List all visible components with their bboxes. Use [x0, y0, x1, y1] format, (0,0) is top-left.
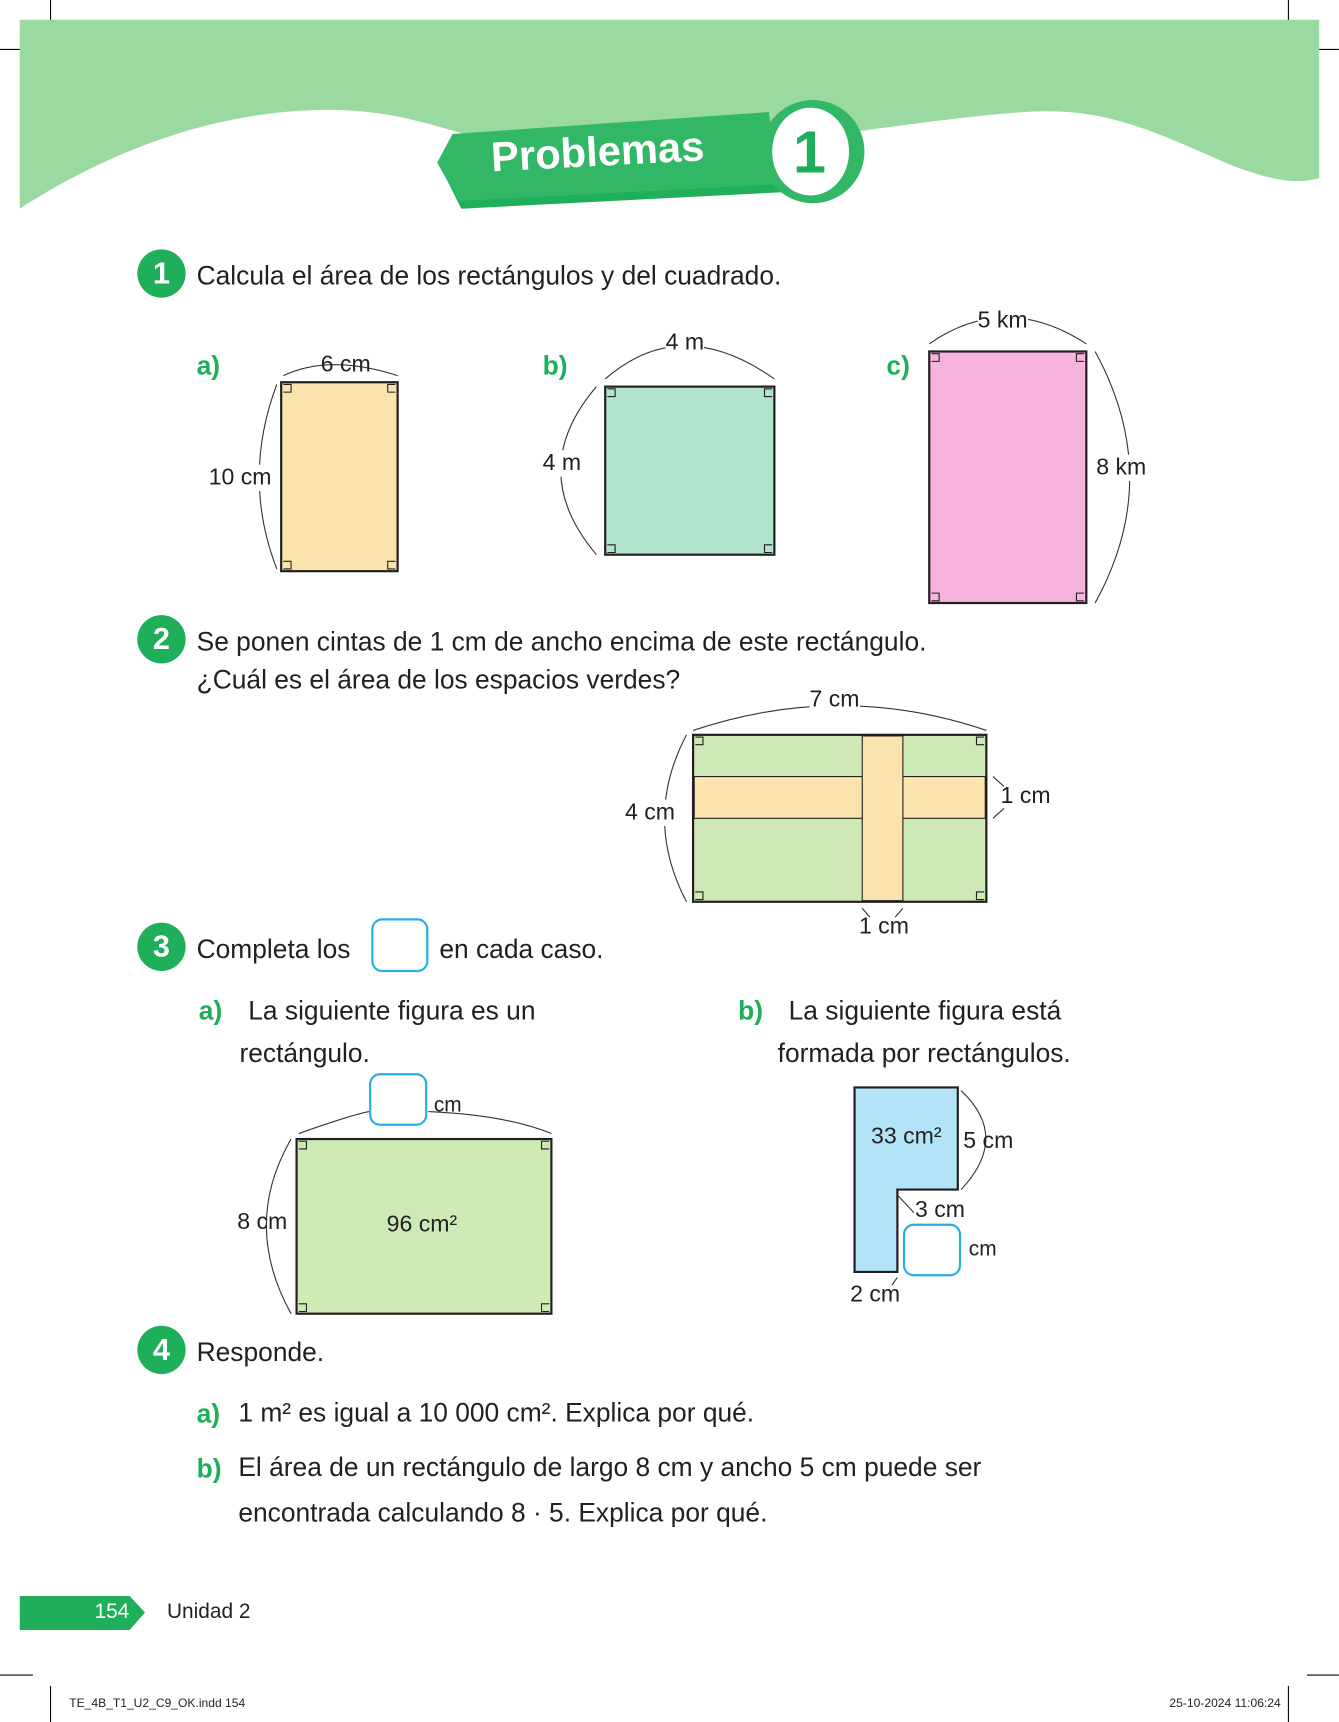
unit-label: Unidad 2 — [166, 1600, 251, 1624]
q3-b-line1: La siguiente figura está — [788, 996, 1062, 1026]
q2-band-h: 1 cm — [1000, 783, 1051, 809]
q3-b-notch: 3 cm — [914, 1197, 965, 1223]
question-3-pre: Completa los — [196, 934, 351, 965]
q3-a-line2: rectángulo. — [239, 1039, 370, 1069]
q3-a-answer-box[interactable] — [369, 1073, 427, 1126]
q1-b-label: b) — [542, 351, 568, 382]
q1-c-label: c) — [886, 351, 910, 382]
q3-a-line1: La siguiente figura es un — [248, 996, 536, 1026]
q1-a-side: 10 cm — [208, 464, 272, 490]
question-4-text: Responde. — [196, 1337, 325, 1368]
q3-b-bottom: 2 cm — [850, 1281, 901, 1308]
header-number: 1 — [793, 119, 827, 186]
q1-b-top: 4 m — [665, 329, 705, 355]
q1-c-side: 8 km — [1096, 454, 1147, 481]
q4-b-label: b) — [196, 1454, 222, 1484]
q2-band-v: 1 cm — [858, 913, 909, 940]
q3-b-side: 5 cm — [963, 1128, 1014, 1154]
q1-a-top: 6 cm — [320, 351, 371, 377]
question-1-badge: 1 — [137, 249, 185, 297]
q4-a-label: a) — [196, 1399, 221, 1430]
q3-a-area: 96 cm² — [386, 1211, 458, 1237]
page-number: 154 — [94, 1600, 130, 1624]
question-2-line2: ¿Cuál es el área de los espacios verdes? — [196, 665, 681, 696]
answer-box-sample — [371, 918, 428, 972]
q1-c-top: 5 km — [977, 307, 1028, 333]
q4-a-text: 1 m² es igual a 10 000 cm². Explica por qué. — [238, 1398, 755, 1428]
q4-b-line2: encontrada calculando 8 · 5. Explica por qué. — [238, 1498, 768, 1528]
q2-width: 7 cm — [809, 686, 860, 712]
square-b — [605, 387, 774, 555]
q3-a-label: a) — [198, 996, 223, 1026]
q3-b-answer-box[interactable] — [903, 1224, 961, 1277]
question-2-line1: Se ponen cintas de 1 cm de ancho encima de este rectángulo. — [196, 627, 927, 657]
header-title: Problemas — [489, 124, 706, 182]
question-3-badge: 3 — [137, 923, 185, 971]
print-date: 25-10-2024 11:06:24 — [1169, 1697, 1281, 1711]
q3-a-unit: cm — [433, 1094, 462, 1118]
rectangle-c — [929, 351, 1086, 603]
q3-b-label: b) — [738, 996, 764, 1026]
q2-height: 4 cm — [624, 799, 675, 825]
rectangle-a — [281, 382, 397, 571]
q1-a-label: a) — [196, 351, 221, 382]
question-2-badge: 2 — [137, 615, 185, 663]
q3-b-line2: formada por rectángulos. — [777, 1039, 1071, 1069]
file-name: TE_4B_T1_U2_C9_OK.indd 154 — [69, 1697, 246, 1711]
q1-b-side: 4 m — [542, 450, 582, 476]
question-4-badge: 4 — [137, 1326, 185, 1374]
q3-b-area: 33 cm² — [871, 1123, 942, 1149]
ribbon-rectangle — [693, 735, 986, 902]
question-3-post: en cada caso. — [439, 934, 604, 965]
question-1-text: Calcula el área de los rectángulos y del cuadrado. — [196, 261, 782, 292]
q4-b-line1: El área de un rectángulo de largo 8 cm y ancho 5 cm puede ser — [238, 1453, 982, 1483]
q3-b-unit: cm — [968, 1237, 997, 1261]
q3-a-side: 8 cm — [237, 1209, 288, 1235]
